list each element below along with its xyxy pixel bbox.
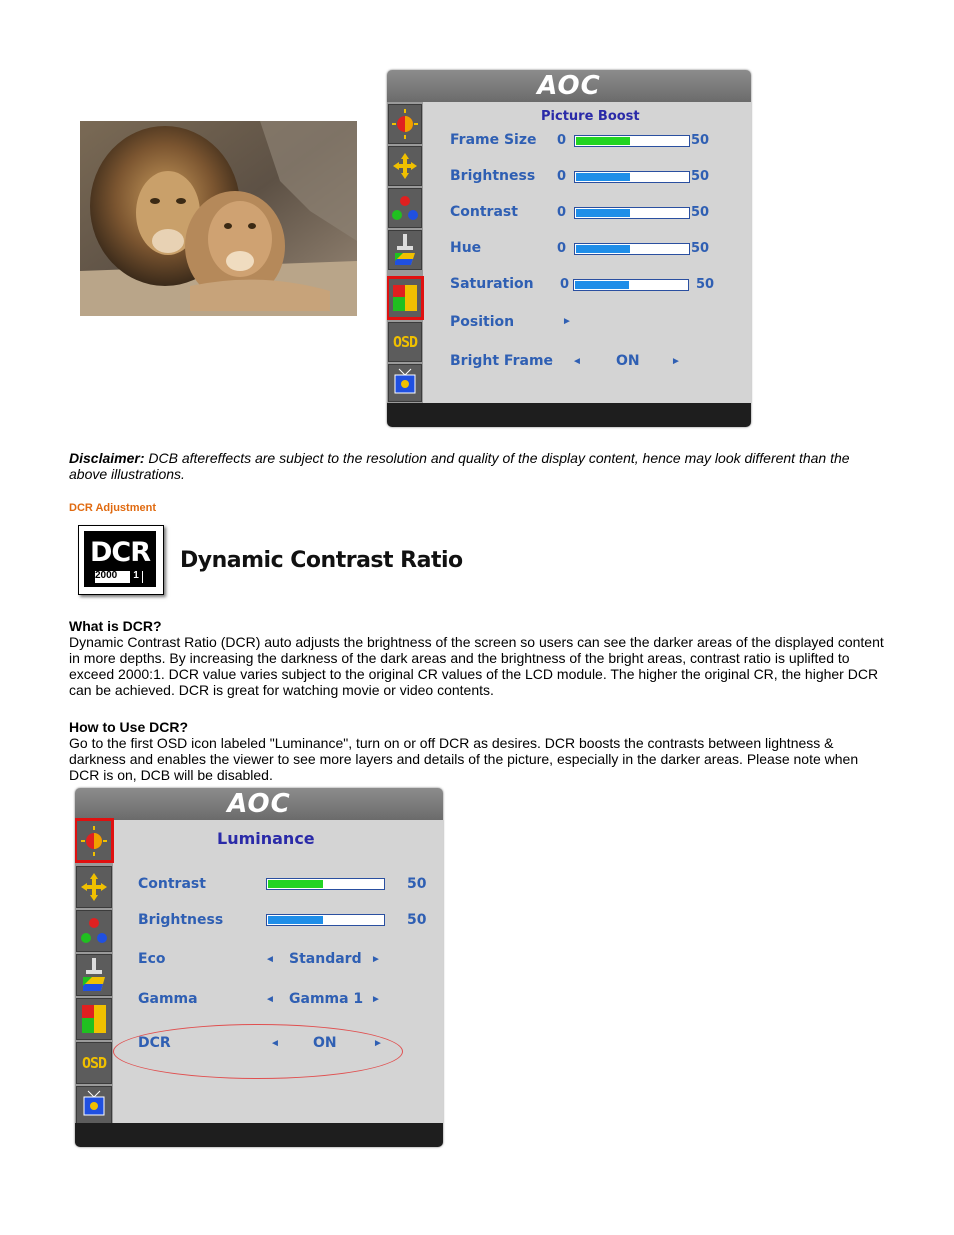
option-right-arrow-icon[interactable]: ► <box>371 954 381 965</box>
dcr-title: Dynamic Contrast Ratio <box>180 548 463 573</box>
dcr-logo-text: DCR <box>89 537 151 568</box>
dcr-highlight-ellipse <box>113 1024 403 1079</box>
slider-max: 50 <box>691 205 710 220</box>
osd-text-icon-2[interactable]: OSD <box>76 1042 112 1084</box>
slider-fill <box>576 137 630 145</box>
osd-footer <box>387 403 751 427</box>
slider-min: 0 <box>560 277 570 292</box>
position-arrow-icon[interactable]: ► <box>562 316 572 327</box>
slider-value: 50 <box>407 912 427 928</box>
what-section <box>69 618 884 698</box>
option-label: Eco <box>138 951 166 967</box>
slider-fill <box>575 281 629 289</box>
color-setup-icon[interactable] <box>388 188 422 228</box>
bright-frame-label: Bright Frame <box>450 353 554 369</box>
what-body: Dynamic Contrast Ratio (DCR) auto adjusts the brightness of the screen so users can see the darker areas of the displayed content in more depths. By increasing the darkness of the dark areas and the brightness of the bright areas, contrast ratio is uplifted to exceed 2000:1. DCR value varies subject to the original CR values of the LCD module. The higher the original CR, the higher DCR can be achieved. DCR is great for watching movie or video contents. <box>69 634 884 698</box>
slider-label: Contrast <box>450 204 518 220</box>
image-setup-icon-2[interactable] <box>76 866 112 908</box>
osd-setup-icon-2[interactable] <box>76 998 112 1040</box>
option-label: Gamma <box>138 991 198 1007</box>
option-left-arrow-icon[interactable]: ◄ <box>270 1038 280 1049</box>
slider-label: Frame Size <box>450 132 537 148</box>
slider-fill <box>268 880 323 888</box>
option-right-arrow-icon[interactable]: ► <box>373 1038 383 1049</box>
option-label: DCR <box>138 1035 171 1051</box>
slider-fill <box>268 916 323 924</box>
extra-icon-2[interactable] <box>76 1086 112 1124</box>
slider-max: 50 <box>691 133 710 148</box>
osd-text-icon[interactable]: OSD <box>388 322 422 362</box>
option-right-arrow-icon[interactable]: ► <box>371 994 381 1005</box>
slider-track[interactable] <box>574 171 690 183</box>
slider-max: 50 <box>691 241 710 256</box>
disclaimer <box>69 450 879 482</box>
slider-fill <box>576 173 630 181</box>
option-value: Gamma 1 <box>289 991 364 1007</box>
slider-track[interactable] <box>574 243 690 255</box>
bright-frame-left-arrow-icon[interactable]: ◄ <box>572 356 582 367</box>
slider-min: 0 <box>557 205 567 220</box>
option-value: Standard <box>289 951 362 967</box>
osd-title: Picture Boost <box>541 109 640 124</box>
lions-photo <box>80 121 357 316</box>
slider-max: 50 <box>696 277 715 292</box>
slider-label: Brightness <box>138 912 224 928</box>
slider-min: 0 <box>557 133 567 148</box>
slider-min: 0 <box>557 169 567 184</box>
osd-footer-2 <box>75 1123 443 1147</box>
osd-panel-picture-boost <box>387 70 751 427</box>
slider-track[interactable] <box>574 135 690 147</box>
slider-label: Brightness <box>450 168 536 184</box>
disclaimer-label: Disclaimer: <box>69 450 145 466</box>
osd-header-2 <box>75 788 443 820</box>
luminance-icon-selected[interactable] <box>75 818 114 863</box>
position-label: Position <box>450 314 515 330</box>
bright-frame-value: ON <box>616 353 640 369</box>
slider-label: Contrast <box>138 876 206 892</box>
osd-panel-luminance <box>75 788 443 1147</box>
how-body: Go to the first OSD icon labeled "Luminance", turn on or off DCR as desires. DCR boosts the contrasts between lightness & darkness and enables the viewer to see more layers and details of the picture, especially in the darker areas. Please note when DCR is on, DCB will be disabled. <box>69 735 859 783</box>
option-value: ON <box>313 1035 337 1051</box>
slider-track[interactable] <box>266 878 385 890</box>
extra-icon[interactable] <box>388 364 422 402</box>
bright-frame-right-arrow-icon[interactable]: ► <box>671 356 681 367</box>
slider-track[interactable] <box>574 207 690 219</box>
slider-track[interactable] <box>266 914 385 926</box>
dcr-logo-ratio: 2000 <box>95 570 118 581</box>
slider-min: 0 <box>557 241 567 256</box>
dcr-logo-ratio-suffix: 1 <box>130 570 142 583</box>
image-setup-icon[interactable] <box>388 146 422 186</box>
aoc-logo: AOC <box>537 71 601 101</box>
what-heading: What is DCR? <box>69 618 162 634</box>
picture-boost-icon[interactable] <box>388 230 422 270</box>
slider-fill <box>576 209 630 217</box>
how-section <box>69 719 884 783</box>
slider-fill <box>576 245 630 253</box>
disclaimer-text: DCB aftereffects are subject to the resolution and quality of the display content, hence may look different than the above illustrations. <box>69 450 850 482</box>
color-setup-icon-2[interactable] <box>76 910 112 952</box>
slider-max: 50 <box>691 169 710 184</box>
picture-boost-icon-2[interactable] <box>76 954 112 996</box>
slider-track[interactable] <box>573 279 689 291</box>
slider-value: 50 <box>407 876 427 892</box>
slider-label: Hue <box>450 240 482 256</box>
dcr-adjustment-heading: DCR Adjustment <box>69 502 156 514</box>
option-left-arrow-icon[interactable]: ◄ <box>265 994 275 1005</box>
slider-label: Saturation <box>450 276 534 292</box>
how-heading: How to Use DCR? <box>69 719 188 735</box>
dcr-logo <box>78 525 164 595</box>
osd-header <box>387 70 751 102</box>
luminance-icon[interactable] <box>388 104 422 144</box>
aoc-logo-2: AOC <box>227 789 291 819</box>
option-left-arrow-icon[interactable]: ◄ <box>265 954 275 965</box>
osd-setup-icon-selected[interactable] <box>387 276 424 320</box>
osd-title-2: Luminance <box>217 829 315 848</box>
